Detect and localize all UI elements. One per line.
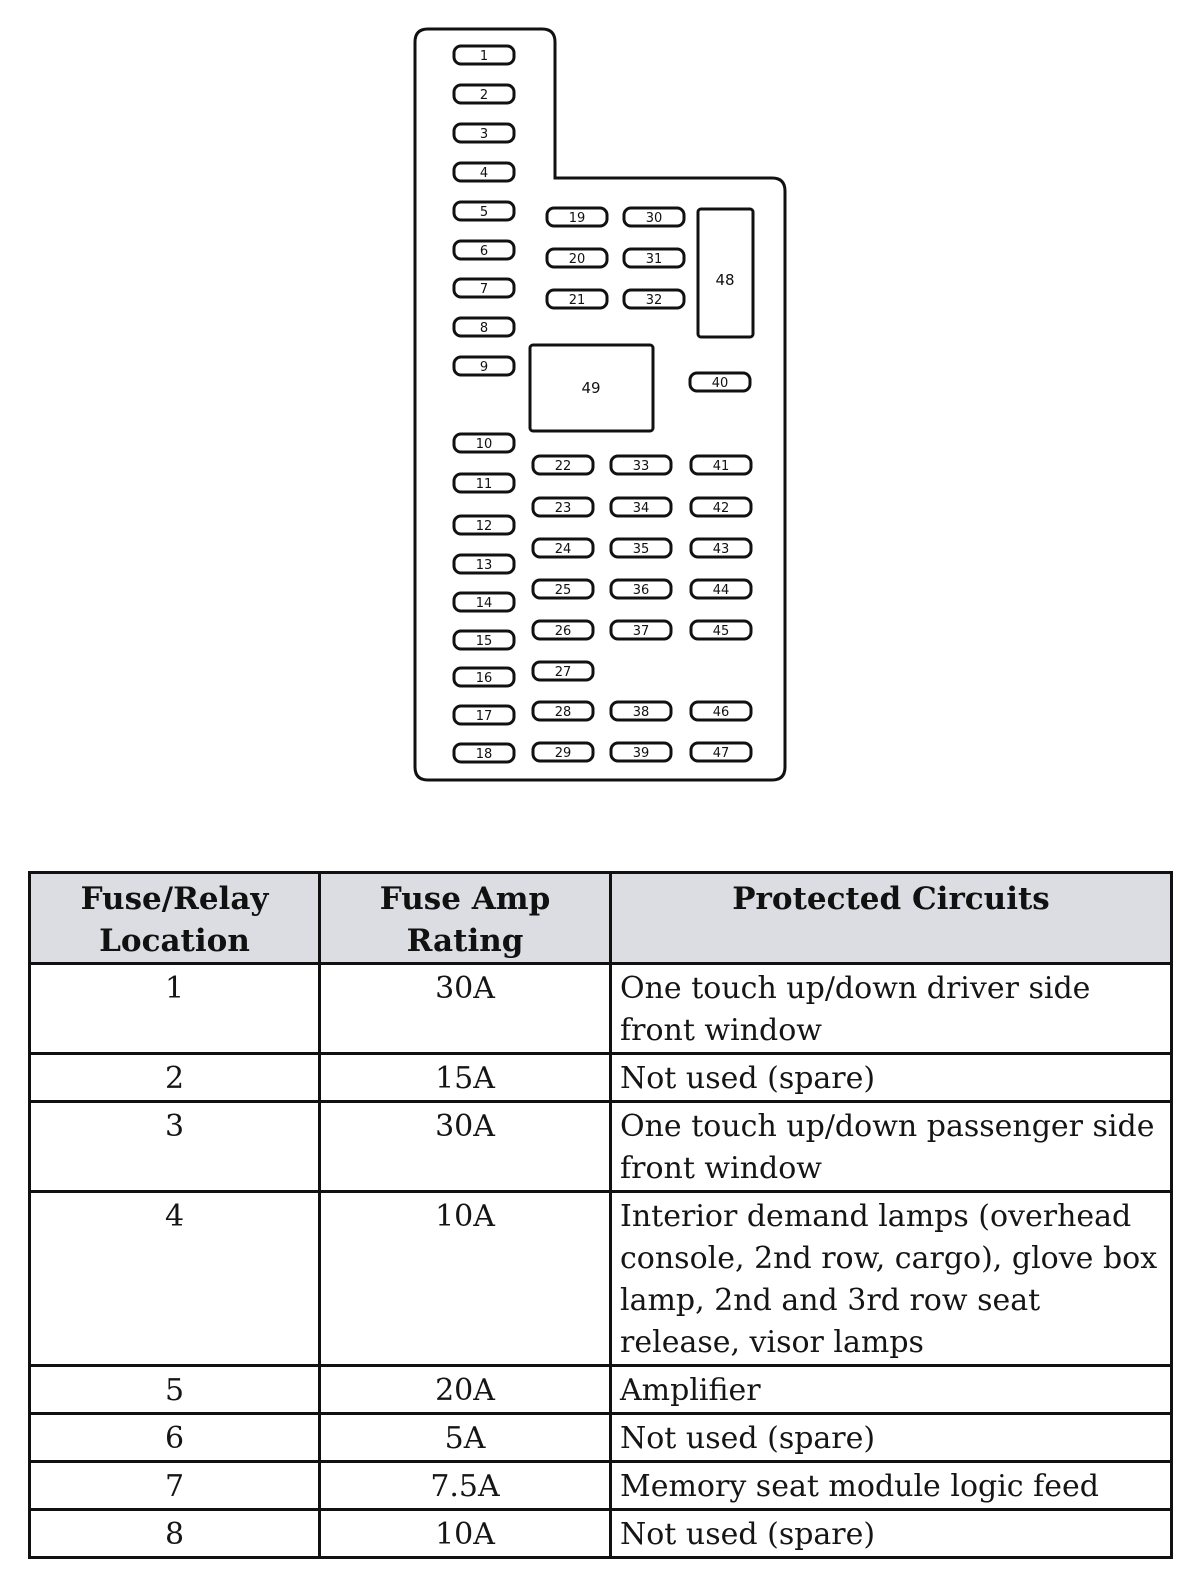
svg-text:13: 13 <box>475 558 493 573</box>
cell-location: 1 <box>30 964 320 1054</box>
fuse-23 <box>533 498 593 516</box>
fuse-table <box>28 871 1173 1559</box>
fuse-26 <box>533 621 593 639</box>
table-row <box>30 1102 1172 1192</box>
fuse-7 <box>454 279 514 297</box>
cell-amp-rating: 7.5A <box>320 1462 611 1510</box>
svg-text:31: 31 <box>645 252 663 267</box>
svg-text:6: 6 <box>479 244 489 259</box>
fuse-17 <box>454 706 514 724</box>
table-row <box>30 1414 1172 1462</box>
svg-text:11: 11 <box>475 477 493 492</box>
cell-protected-circuits: Not used (spare) <box>611 1414 1172 1462</box>
fuse-36 <box>611 580 671 598</box>
cell-amp-rating: 10A <box>320 1192 611 1366</box>
cell-location: 2 <box>30 1054 320 1102</box>
svg-text:12: 12 <box>475 519 493 534</box>
fuse-14 <box>454 593 514 611</box>
svg-text:22: 22 <box>554 459 572 474</box>
fuse-4 <box>454 163 514 181</box>
svg-text:41: 41 <box>712 459 730 474</box>
relay-48 <box>698 209 753 337</box>
svg-text:29: 29 <box>554 746 572 761</box>
fuse-5 <box>454 202 514 220</box>
svg-text:5: 5 <box>479 205 489 220</box>
svg-text:3: 3 <box>479 127 489 142</box>
cell-protected-circuits: Not used (spare) <box>611 1510 1172 1558</box>
fuse-39 <box>611 743 671 761</box>
fuse-22 <box>533 456 593 474</box>
svg-text:4: 4 <box>479 166 489 181</box>
fuse-38 <box>611 702 671 720</box>
svg-text:40: 40 <box>711 376 729 391</box>
fuse-15 <box>454 631 514 649</box>
cell-location: 5 <box>30 1366 320 1414</box>
fuse-41 <box>691 456 751 474</box>
cell-amp-rating: 30A <box>320 1102 611 1192</box>
fuse-28 <box>533 702 593 720</box>
svg-text:48: 48 <box>715 271 735 289</box>
svg-text:44: 44 <box>712 583 730 598</box>
fuse-19 <box>547 208 607 226</box>
fuse-21 <box>547 290 607 308</box>
fuse-20 <box>547 249 607 267</box>
cell-protected-circuits: One touch up/down driver side front window <box>611 964 1172 1054</box>
fuse-18 <box>454 744 514 762</box>
cell-location: 6 <box>30 1414 320 1462</box>
svg-text:42: 42 <box>712 501 730 516</box>
header-location: Fuse/Relay Location <box>30 873 320 964</box>
svg-text:37: 37 <box>632 624 650 639</box>
table-row <box>30 1462 1172 1510</box>
fuse-29 <box>533 743 593 761</box>
svg-text:26: 26 <box>554 624 572 639</box>
svg-text:49: 49 <box>581 379 601 397</box>
svg-text:36: 36 <box>632 583 650 598</box>
table-header-row <box>30 873 1172 964</box>
svg-text:25: 25 <box>554 583 572 598</box>
fuse-3 <box>454 124 514 142</box>
cell-amp-rating: 15A <box>320 1054 611 1102</box>
fuse-8 <box>454 318 514 336</box>
header-protected-circuits: Protected Circuits <box>611 873 1172 964</box>
svg-text:14: 14 <box>475 596 493 611</box>
fuse-24 <box>533 539 593 557</box>
fuse-12 <box>454 516 514 534</box>
svg-text:33: 33 <box>632 459 650 474</box>
table-row <box>30 1192 1172 1366</box>
svg-text:47: 47 <box>712 746 730 761</box>
cell-protected-circuits: Interior demand lamps (overhead console, 2nd row, cargo), glove box lamp, 2nd and 3rd row seat release, visor lamps <box>611 1192 1172 1366</box>
table-row <box>30 1054 1172 1102</box>
svg-text:2: 2 <box>479 88 489 103</box>
relay-49 <box>530 345 653 431</box>
cell-location: 8 <box>30 1510 320 1558</box>
fuse-30 <box>624 208 684 226</box>
fuse-42 <box>691 498 751 516</box>
svg-text:35: 35 <box>632 542 650 557</box>
fuse-37 <box>611 621 671 639</box>
cell-protected-circuits: Amplifier <box>611 1366 1172 1414</box>
fuse-46 <box>691 702 751 720</box>
cell-amp-rating: 10A <box>320 1510 611 1558</box>
cell-protected-circuits: Not used (spare) <box>611 1054 1172 1102</box>
svg-text:38: 38 <box>632 705 650 720</box>
svg-text:17: 17 <box>475 709 493 724</box>
fuse-2 <box>454 85 514 103</box>
svg-text:34: 34 <box>632 501 650 516</box>
fuse-27 <box>533 662 593 680</box>
svg-text:19: 19 <box>568 211 586 226</box>
svg-text:7: 7 <box>479 282 489 297</box>
fuse-9 <box>454 357 514 375</box>
svg-text:23: 23 <box>554 501 572 516</box>
svg-text:18: 18 <box>475 747 493 762</box>
svg-text:20: 20 <box>568 252 586 267</box>
fuse-13 <box>454 555 514 573</box>
svg-text:27: 27 <box>554 665 572 680</box>
svg-text:45: 45 <box>712 624 730 639</box>
fuse-11 <box>454 474 514 492</box>
fuse-44 <box>691 580 751 598</box>
table-row <box>30 1510 1172 1558</box>
fuse-25 <box>533 580 593 598</box>
svg-text:32: 32 <box>645 293 663 308</box>
cell-amp-rating: 20A <box>320 1366 611 1414</box>
svg-text:21: 21 <box>568 293 586 308</box>
fuse-1 <box>454 46 514 64</box>
svg-text:8: 8 <box>479 321 489 336</box>
svg-text:24: 24 <box>554 542 572 557</box>
svg-text:39: 39 <box>632 746 650 761</box>
fuse-32 <box>624 290 684 308</box>
header-amp-rating: Fuse Amp Rating <box>320 873 611 964</box>
table-row <box>30 964 1172 1054</box>
table-row <box>30 1366 1172 1414</box>
fuse-47 <box>691 743 751 761</box>
fuse-10 <box>454 434 514 452</box>
cell-amp-rating: 30A <box>320 964 611 1054</box>
svg-text:9: 9 <box>479 360 489 375</box>
fuse-45 <box>691 621 751 639</box>
svg-text:43: 43 <box>712 542 730 557</box>
fuse-35 <box>611 539 671 557</box>
fuse-6 <box>454 241 514 259</box>
svg-text:15: 15 <box>475 634 493 649</box>
cell-amp-rating: 5A <box>320 1414 611 1462</box>
fuse-31 <box>624 249 684 267</box>
cell-protected-circuits: One touch up/down passenger side front window <box>611 1102 1172 1192</box>
fuse-34 <box>611 498 671 516</box>
svg-text:30: 30 <box>645 211 663 226</box>
svg-text:1: 1 <box>479 49 489 64</box>
fuse-16 <box>454 668 514 686</box>
fuse-40 <box>690 373 750 391</box>
svg-text:28: 28 <box>554 705 572 720</box>
svg-text:46: 46 <box>712 705 730 720</box>
cell-protected-circuits: Memory seat module logic feed <box>611 1462 1172 1510</box>
cell-location: 3 <box>30 1102 320 1192</box>
svg-text:16: 16 <box>475 671 493 686</box>
cell-location: 7 <box>30 1462 320 1510</box>
fuse-33 <box>611 456 671 474</box>
svg-text:10: 10 <box>475 437 493 452</box>
cell-location: 4 <box>30 1192 320 1366</box>
fuse-43 <box>691 539 751 557</box>
